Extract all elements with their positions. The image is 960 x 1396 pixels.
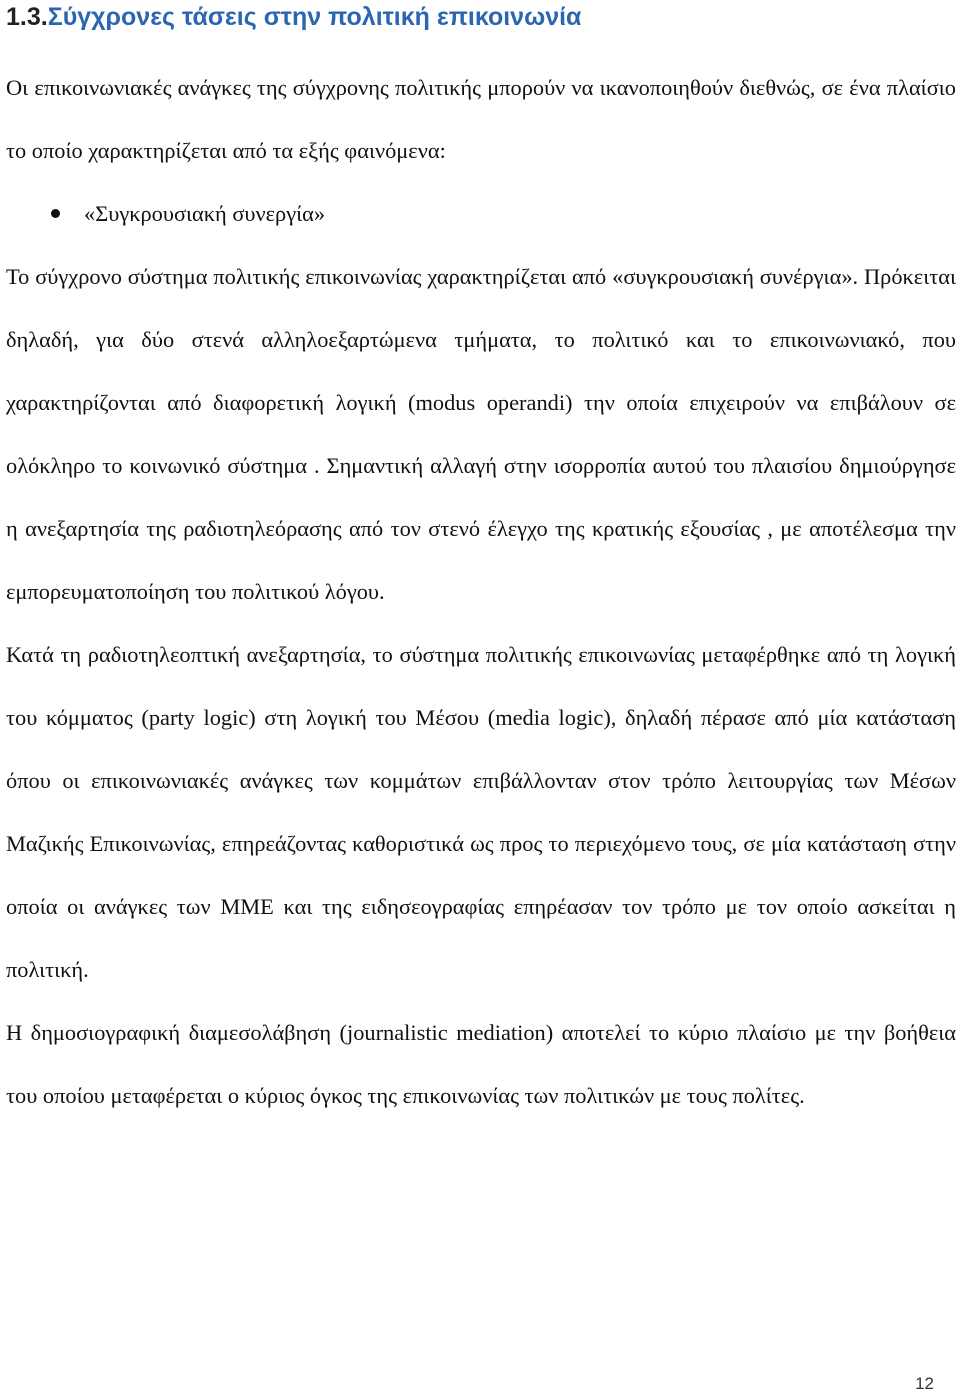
paragraph-journalistic-mediation: Η δημοσιογραφική διαμεσολάβηση (journalistic mediation) αποτελεί το κύριο πλαίσιο με την βοήθεια του οποίου μεταφέρεται ο κύριος όγκος της επικοινωνίας των πολιτικών με τους πολίτες. xyxy=(6,1020,956,1108)
section-title: Σύγχρονες τάσεις στην πολιτική επικοινωνία xyxy=(47,3,582,31)
section-heading xyxy=(6,0,956,34)
bullet-dot-icon xyxy=(51,209,60,218)
section-number: 1.3. xyxy=(6,3,48,31)
bullet-text: «Συγκρουσιακή συνεργία» xyxy=(84,201,326,226)
page-number: 12 xyxy=(915,1374,934,1393)
bullet-item xyxy=(6,182,956,245)
paragraph-intro: Οι επικοινωνιακές ανάγκες της σύγχρονης πολιτικής μπορούν να ικανοποιηθούν διεθνώς, σε ένα πλαίσιο το οποίο χαρακτηρίζεται από τα εξής φαινόμενα: xyxy=(6,75,956,163)
document-page xyxy=(6,0,956,1127)
paragraph-media-logic: Κατά τη ραδιοτηλεοπτική ανεξαρτησία, το σύστημα πολιτικής επικοινωνίας μεταφέρθηκε από τη λογική του κόμματος (party logic) στη λογική του Μέσου (media logic), δηλαδή πέρασε από μία κατάσταση όπου οι επικοινωνιακές ανάγκες των κομμάτων επιβάλλονταν στον τρόπο λειτουργίας των Μέσων Μαζικής Επικοινωνίας, επηρεάζοντας καθοριστικά ως προς το περιεχόμενο τους, σε μία κατάσταση στην οποία οι ανάγκες των ΜΜΕ και της ειδησεογραφίας επηρέασαν τον τρόπο με τον οποίο ασκείται η πολιτική. xyxy=(6,642,956,982)
paragraph-conflict-synergy: Το σύγχρονο σύστημα πολιτικής επικοινωνίας χαρακτηρίζεται από «συγκρουσιακή συνέργια». Πρόκειται δηλαδή, για δύο στενά αλληλοεξαρτώμενα τμήματα, το πολιτικό και το επικοινωνιακό, που χαρακτηρίζονται από διαφορετική λογική (modus operandi) την οποία επιχειρούν να επιβάλουν σε ολόκληρο το κοινωνικό σύστημα . Σημαντική αλλαγή στην ισορροπία αυτού του πλαισίου δημιούργησε η ανεξαρτησία της ραδιοτηλεόρασης από τον στενό έλεγχο της κρατικής εξουσίας , με αποτέλεσμα την εμπορευματοποίηση του πολιτικού λόγου. xyxy=(6,264,956,604)
